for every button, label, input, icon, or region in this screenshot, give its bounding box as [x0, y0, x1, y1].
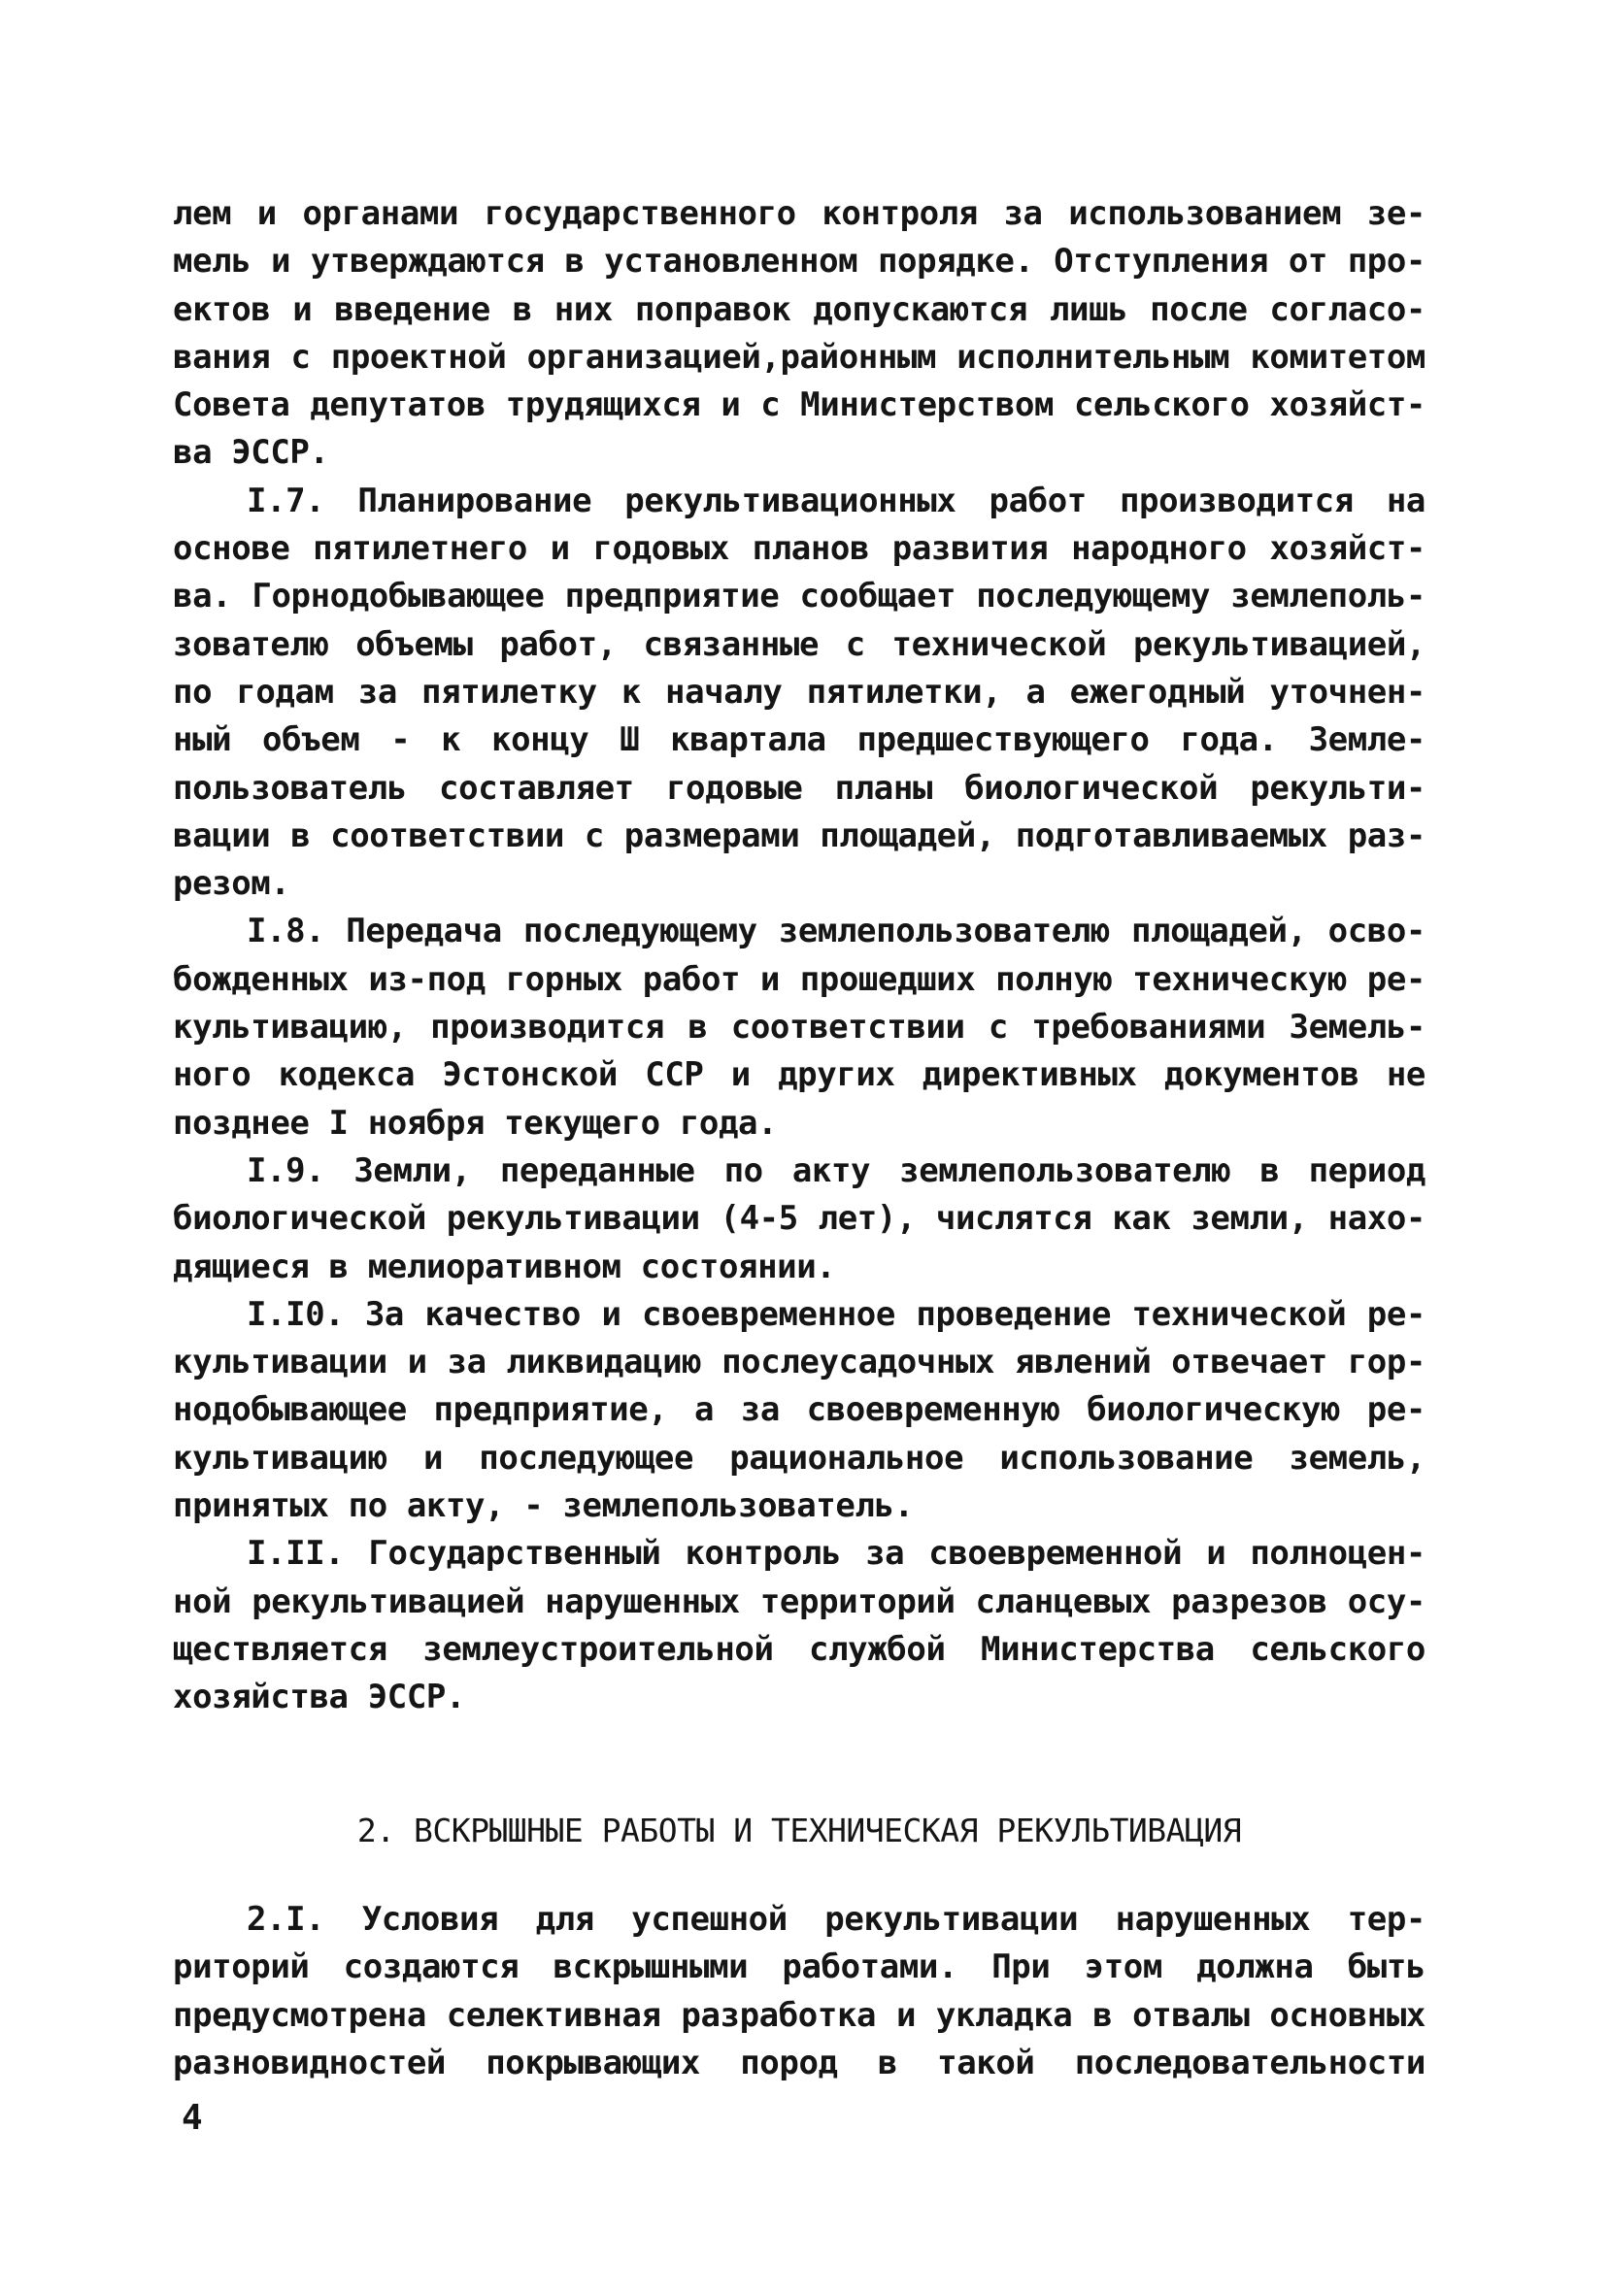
text-line: ществляется землеустроительной службой Министерства сельского	[173, 1629, 1426, 1669]
text-line: разновидностей покрывающих пород в такой последовательности	[173, 2043, 1426, 2082]
text-line: дящиеся в мелиоративном состоянии.	[173, 1247, 836, 1286]
text-line: ной рекультивацией нарушенных территорий сланцевых разрезов осу-	[173, 1581, 1426, 1621]
text-line: нодобывающее предприятие, а за своевременную биологическую ре-	[173, 1390, 1426, 1430]
text-line: вации в соответствии с размерами площадей, подготавливаемых раз-	[173, 815, 1426, 855]
paragraph-1-8-start: I.8. Передача последующему землепользователю площадей, осво-	[247, 912, 1426, 951]
text-line: принятых по акту, - землепользователь.	[173, 1486, 914, 1526]
text-line: пользователь составляет годовые планы биологической рекульти-	[173, 768, 1426, 808]
text-line: культивацию и последующее рациональное использование земель,	[173, 1438, 1426, 1478]
text-line: предусмотрена селективная разработка и укладка в отвалы основных	[173, 1995, 1426, 2035]
text-line: биологической рекультивации (4-5 лет), числятся как земли, нахо-	[173, 1199, 1426, 1239]
text-line: риторий создаются вскрышными работами. При этом должна быть	[173, 1947, 1426, 1987]
text-line: культивации и за ликвидацию послеусадочных явлений отвечает гор-	[173, 1343, 1426, 1382]
body-text-top	[173, 190, 1426, 1722]
section-heading: 2. ВСКРЫШНЫЕ РАБОТЫ И ТЕХНИЧЕСКАЯ РЕКУЛЬТИВАЦИЯ	[356, 1812, 1242, 1849]
text-line: резом.	[173, 864, 290, 904]
text-line: лем и органами государственного контроля за использованием зе-	[173, 194, 1426, 233]
text-line: хозяйства ЭССР.	[173, 1678, 466, 1717]
paragraph-1-9-start: I.9. Земли, переданные по акту землепользователю в период	[247, 1150, 1426, 1190]
paragraph-1-11-start: I.II. Государственный контроль за своевременной и полноцен-	[247, 1534, 1426, 1574]
page-number: 4	[182, 2098, 203, 2138]
text-line: культивацию, производится в соответствии с требованиями Земель-	[173, 1008, 1426, 1048]
text-line: по годам за пятилетку к началу пятилетки, а ежегодный уточнен-	[173, 672, 1426, 712]
paragraph-1-7-start: I.7. Планирование рекультивационных работ производится на	[247, 481, 1426, 520]
paragraph-2-1-start: 2.I. Условия для успешной рекультивации нарушенных тер-	[247, 1900, 1426, 1939]
text-line: позднее I ноября текущего года.	[173, 1103, 778, 1143]
text-line: основе пятилетнего и годовых планов развития народного хозяйст-	[173, 529, 1426, 569]
text-line: ва ЭССР.	[173, 433, 329, 473]
text-line: ного кодекса Эстонской ССР и других директивных документов не	[173, 1055, 1426, 1095]
text-line: ектов и введение в них поправок допускаются лишь после согласо-	[173, 289, 1426, 329]
text-line: ва. Горнодобывающее предприятие сообщает последующему землеполь-	[173, 577, 1426, 616]
paragraph-1-10-start: I.I0. За качество и своевременное проведение технической ре-	[247, 1294, 1426, 1334]
text-line: мель и утверждаются в установленном порядке. Отступления от про-	[173, 242, 1426, 282]
text-line: вания с проектной организацией,районным исполнительным комитетом	[173, 337, 1426, 377]
text-line: ный объем - к концу Ш квартала предшествующего года. Земле-	[173, 720, 1426, 760]
text-line: Совета депутатов трудящихся и с Министерством сельского хозяйст-	[173, 385, 1426, 425]
text-line: божденных из-под горных работ и прошедших полную техническую ре-	[173, 959, 1426, 999]
text-line: зователю объемы работ, связанные с технической рекультивацией,	[173, 624, 1426, 664]
body-text-bottom	[173, 1896, 1426, 2087]
